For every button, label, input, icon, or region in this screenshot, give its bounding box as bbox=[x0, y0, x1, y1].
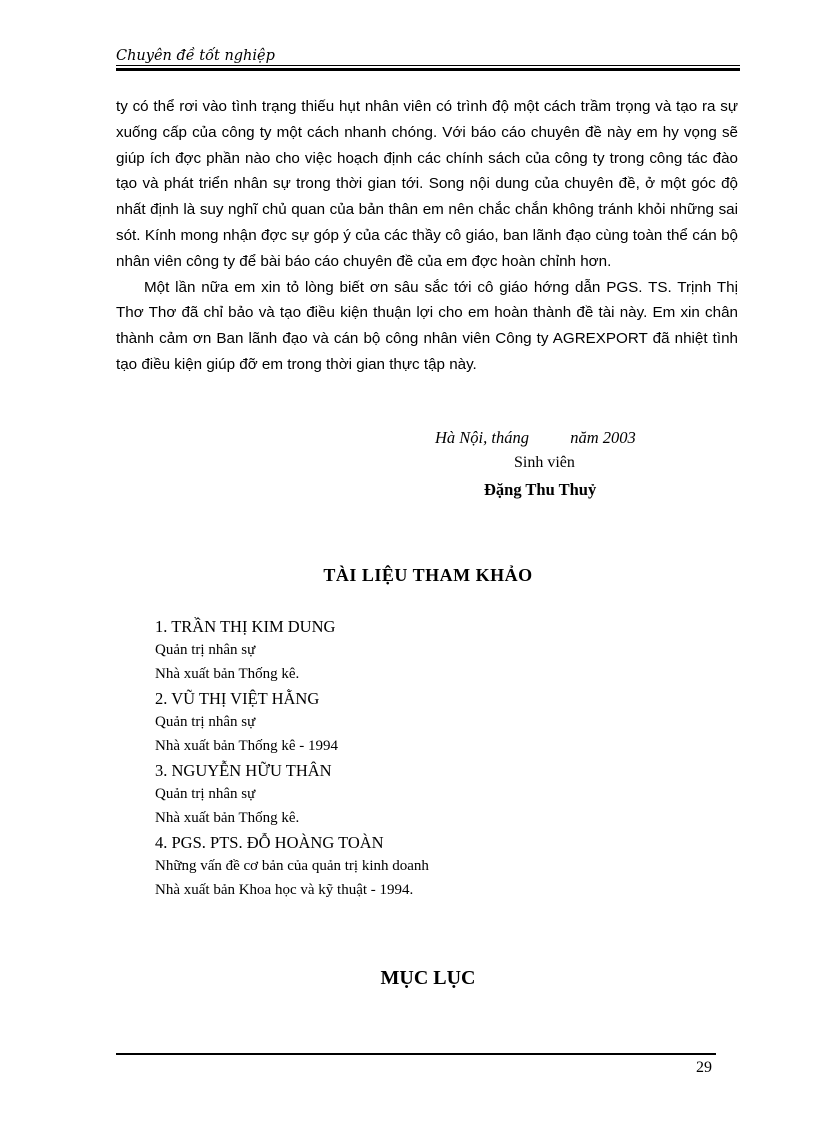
reference-book: Những vấn đề cơ bản của quản trị kinh doanh bbox=[155, 858, 429, 874]
reference-item bbox=[155, 760, 675, 830]
reference-publisher: Nhà xuất bản Thống kê. bbox=[155, 666, 300, 682]
paragraph: ty có thể rơi vào tình trạng thiếu hụt nhân viên có trình độ một cách trầm trọng và tạo ra sự xuống cấp của công ty một cách nhanh chóng. Với báo cáo chuyên đề này em hy vọng sẽ giúp ích đợc phần nào cho việc hoạch định các chính sách của công ty trong công tác đào tạo và phát triển nhân sự trong thời gian tới. Song nội dung của chuyên đề, ở một góc độ nhất định là suy nghĩ chủ quan của bản thân em nên chắc chắn không tránh khỏi những sai sót. Kính mong nhận đợc sự góp ý của các thầy cô giáo, ban lãnh đạo cùng toàn thể cán bộ nhân viên công ty để bài báo cáo chuyên đề của em đợc hoàn chỉnh hơn. bbox=[116, 98, 738, 270]
reference-book: Quản trị nhân sự bbox=[155, 714, 256, 730]
references-list bbox=[155, 616, 675, 904]
toc-title: MỤC LỤC bbox=[380, 967, 476, 989]
reference-item bbox=[155, 688, 675, 758]
signature-name: Đặng Thu Thuỷ bbox=[484, 480, 597, 499]
reference-author: 1. TRẦN THỊ KIM DUNG bbox=[155, 617, 336, 636]
reference-item bbox=[155, 832, 675, 902]
page-number: 29 bbox=[696, 1059, 712, 1076]
signature-date: Hà Nội, tháng năm 2003 bbox=[435, 428, 636, 447]
reference-book: Quản trị nhân sự bbox=[155, 786, 256, 802]
reference-author: 4. PGS. PTS. ĐỖ HOÀNG TOÀN bbox=[155, 833, 384, 852]
reference-author: 2. VŨ THỊ VIỆT HẰNG bbox=[155, 689, 320, 708]
reference-publisher: Nhà xuất bản Thống kê - 1994 bbox=[155, 738, 339, 754]
reference-item bbox=[155, 616, 675, 686]
running-header: Chuyên đề tốt nghiệp bbox=[116, 48, 275, 64]
reference-author: 3. NGUYỄN HỮU THÂN bbox=[155, 761, 332, 780]
header-rule-thick bbox=[116, 68, 740, 71]
reference-publisher: Nhà xuất bản Khoa học và kỹ thuật - 1994. bbox=[155, 882, 414, 898]
reference-publisher: Nhà xuất bản Thống kê. bbox=[155, 810, 300, 826]
reference-book: Quản trị nhân sự bbox=[155, 642, 256, 658]
footer-rule bbox=[116, 1053, 716, 1055]
paragraph: Một lần nữa em xin tỏ lòng biết ơn sâu sắc tới cô giáo hớng dẫn PGS. TS. Trịnh Thị Thơ Thơ đã chỉ bảo và tạo điều kiện thuận lợi cho em hoàn thành đề tài này. Em xin chân thành cảm ơn Ban lãnh đạo và cán bộ công nhân viên Công ty AGREXPORT đã nhiệt tình tạo điều kiện giúp đỡ em trong thời gian thực tập này. bbox=[116, 278, 738, 373]
signature-role: Sinh viên bbox=[514, 454, 575, 471]
body-text bbox=[116, 94, 738, 378]
references-title: TÀI LIỆU THAM KHẢO bbox=[323, 565, 533, 585]
header-rule-thin bbox=[116, 65, 740, 66]
